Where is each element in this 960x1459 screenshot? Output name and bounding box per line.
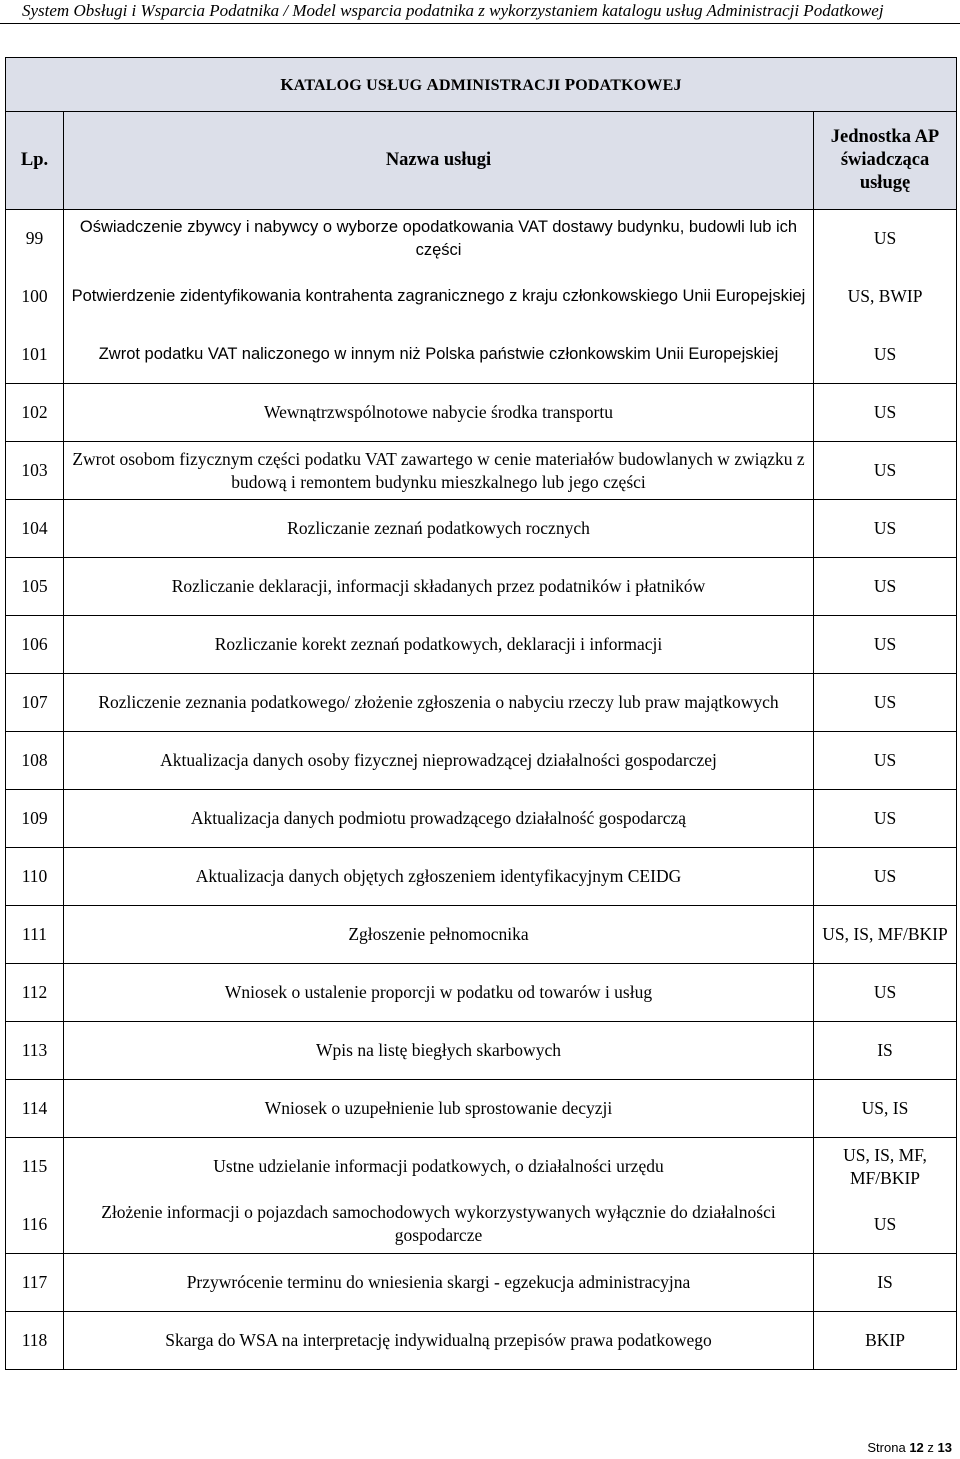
running-header: System Obsługi i Wsparcia Podatnika / Model wsparcia podatnika z wykorzystaniem katalogu usług Administracji Podatkowej <box>0 0 960 24</box>
row-lp: 107 <box>6 674 64 732</box>
table-row <box>6 1196 957 1254</box>
row-unit: US, IS, MF, MF/BKIP <box>814 1138 957 1196</box>
table-row <box>6 790 957 848</box>
row-unit: US <box>814 1196 957 1254</box>
row-lp: 114 <box>6 1080 64 1138</box>
row-unit: US <box>814 326 957 384</box>
row-unit: US <box>814 964 957 1022</box>
table-row <box>6 732 957 790</box>
column-header-unit: Jednostka AP świadcząca usługę <box>814 112 957 210</box>
row-service-name: Aktualizacja danych osoby fizycznej nieprowadzącej działalności gospodarczej <box>64 732 814 790</box>
row-lp: 117 <box>6 1254 64 1312</box>
table-row <box>6 1080 957 1138</box>
row-lp: 112 <box>6 964 64 1022</box>
page-label: Strona <box>867 1440 906 1455</box>
table-row <box>6 848 957 906</box>
row-service-name: Rozliczenie zeznania podatkowego/ złożenie zgłoszenia o nabyciu rzeczy lub praw majątkowych <box>64 674 814 732</box>
row-unit: US <box>814 558 957 616</box>
row-service-name: Aktualizacja danych podmiotu prowadzącego działalność gospodarczą <box>64 790 814 848</box>
table-row <box>6 906 957 964</box>
row-service-name: Zwrot podatku VAT naliczonego w innym niż Polska państwie członkowskim Unii Europejskiej <box>64 326 814 384</box>
row-lp: 101 <box>6 326 64 384</box>
row-service-name: Zgłoszenie pełnomocnika <box>64 906 814 964</box>
row-service-name: Rozliczanie korekt zeznań podatkowych, deklaracji i informacji <box>64 616 814 674</box>
row-unit: US <box>814 500 957 558</box>
row-unit: US <box>814 616 957 674</box>
row-service-name: Oświadczenie zbywcy i nabywcy o wyborze opodatkowania VAT dostawy budynku, budowli lub ich części <box>64 210 814 268</box>
row-unit: US <box>814 848 957 906</box>
row-lp: 102 <box>6 384 64 442</box>
row-lp: 108 <box>6 732 64 790</box>
table-row <box>6 1312 957 1370</box>
row-service-name: Wniosek o uzupełnienie lub sprostowanie decyzji <box>64 1080 814 1138</box>
page-of-label: z <box>927 1440 934 1455</box>
row-unit: IS <box>814 1022 957 1080</box>
table-header-row <box>6 112 957 210</box>
row-unit: US <box>814 210 957 268</box>
row-service-name: Wniosek o ustalenie proporcji w podatku od towarów i usług <box>64 964 814 1022</box>
service-catalog-table <box>5 57 957 1370</box>
current-page: 12 <box>909 1440 924 1455</box>
row-unit: US <box>814 674 957 732</box>
row-unit: BKIP <box>814 1312 957 1370</box>
table-row <box>6 442 957 500</box>
column-header-name: Nazwa usługi <box>64 112 814 210</box>
row-lp: 110 <box>6 848 64 906</box>
row-service-name: Rozliczanie zeznań podatkowych rocznych <box>64 500 814 558</box>
row-service-name: Złożenie informacji o pojazdach samochodowych wykorzystywanych wyłącznie do działalności gospodarcze <box>64 1196 814 1254</box>
row-lp: 104 <box>6 500 64 558</box>
row-lp: 115 <box>6 1138 64 1196</box>
table-row <box>6 1254 957 1312</box>
row-lp: 105 <box>6 558 64 616</box>
row-unit: US <box>814 384 957 442</box>
column-header-lp: Lp. <box>6 112 64 210</box>
row-service-name: Aktualizacja danych objętych zgłoszeniem identyfikacyjnym CEIDG <box>64 848 814 906</box>
row-service-name: Wpis na listę biegłych skarbowych <box>64 1022 814 1080</box>
row-lp: 113 <box>6 1022 64 1080</box>
row-lp: 106 <box>6 616 64 674</box>
table-row <box>6 500 957 558</box>
table-row <box>6 268 957 326</box>
row-service-name: Przywrócenie terminu do wniesienia skargi - egzekucja administracyjna <box>64 1254 814 1312</box>
row-unit: US <box>814 790 957 848</box>
table-row <box>6 964 957 1022</box>
page-number <box>867 1440 952 1455</box>
row-lp: 99 <box>6 210 64 268</box>
row-lp: 103 <box>6 442 64 500</box>
table-row <box>6 326 957 384</box>
row-unit: US, IS, MF/BKIP <box>814 906 957 964</box>
table-title-row <box>6 58 957 112</box>
row-unit: US, IS <box>814 1080 957 1138</box>
row-lp: 116 <box>6 1196 64 1254</box>
table-row <box>6 674 957 732</box>
row-service-name: Skarga do WSA na interpretację indywidualną przepisów prawa podatkowego <box>64 1312 814 1370</box>
table-row <box>6 210 957 268</box>
row-unit: US, BWIP <box>814 268 957 326</box>
row-lp: 111 <box>6 906 64 964</box>
table-row <box>6 1022 957 1080</box>
row-service-name: Wewnątrzwspólnotowe nabycie środka transportu <box>64 384 814 442</box>
row-service-name: Zwrot osobom fizycznym części podatku VAT zawartego w cenie materiałów budowlanych w związku z budową i remontem budynku mieszkalnego lub jego części <box>64 442 814 500</box>
table-row <box>6 558 957 616</box>
row-lp: 118 <box>6 1312 64 1370</box>
row-lp: 109 <box>6 790 64 848</box>
total-pages: 13 <box>937 1440 952 1455</box>
table-row <box>6 1138 957 1196</box>
row-service-name: Ustne udzielanie informacji podatkowych, o działalności urzędu <box>64 1138 814 1196</box>
row-service-name: Rozliczanie deklaracji, informacji składanych przez podatników i płatników <box>64 558 814 616</box>
table-row <box>6 616 957 674</box>
row-unit: US <box>814 732 957 790</box>
table-title: KATALOG USŁUG ADMINISTRACJI PODATKOWEJ <box>6 58 957 112</box>
table-row <box>6 384 957 442</box>
row-unit: US <box>814 442 957 500</box>
row-service-name: Potwierdzenie zidentyfikowania kontrahenta zagranicznego z kraju członkowskiego Unii Europejskiej <box>64 268 814 326</box>
row-unit: IS <box>814 1254 957 1312</box>
row-lp: 100 <box>6 268 64 326</box>
